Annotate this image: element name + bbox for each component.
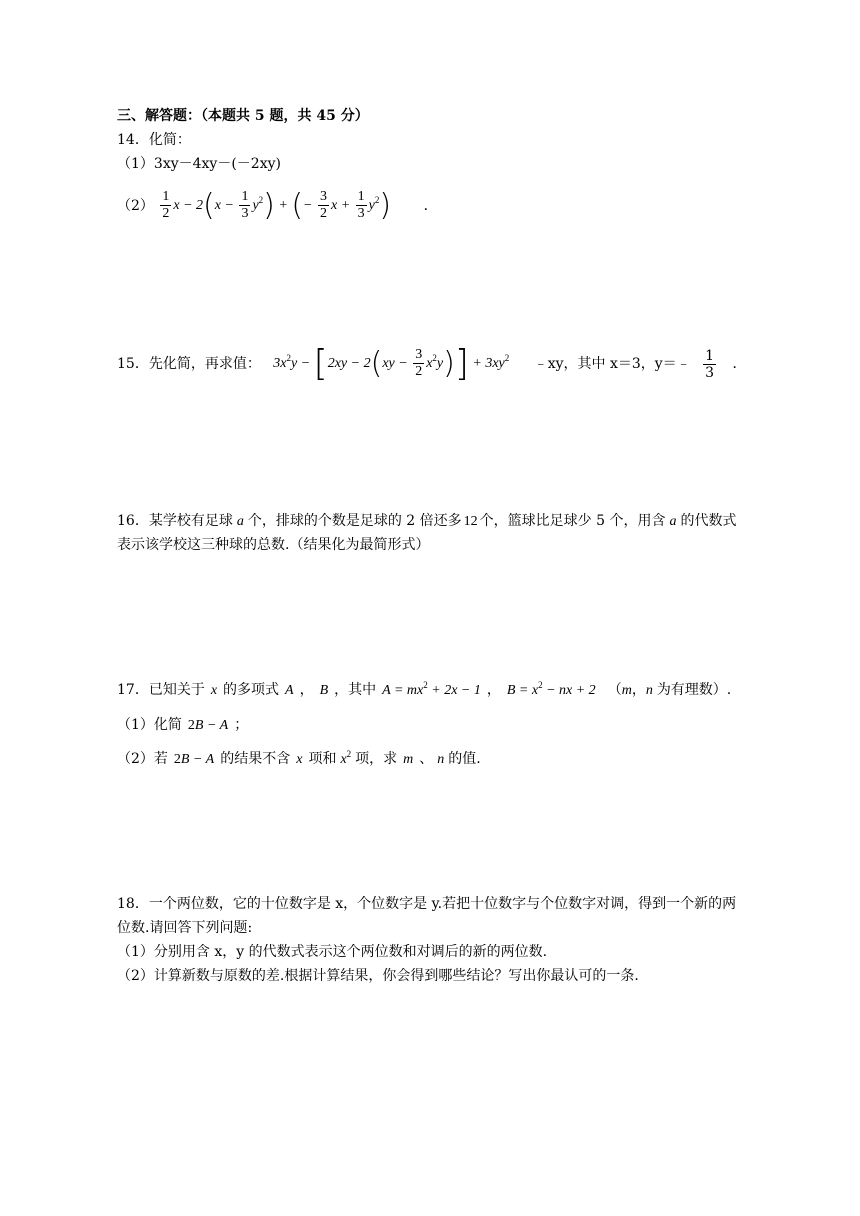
q14-stem: 14．化简： <box>117 132 191 148</box>
q17-p2-text-c: 项和 <box>308 751 337 767</box>
q15-formula: $3x^2y - [2xy - 2(xy$ − $\frac{3}{2}$ $x^2y)] + 3xy^2$ <box>273 342 510 384</box>
section-title: 三、解答题：（本题共 5 题，共 45 分） <box>117 108 369 124</box>
var-x-squared: $x^2$ <box>340 749 352 767</box>
q15-tail: ﹣xy，其中 x＝3，y＝﹣ <box>533 356 691 372</box>
expr-2B-A: 2B − A <box>187 718 229 733</box>
q17-p2-text-b: 的结果不含 <box>220 751 291 767</box>
q16-text-c: 个，篮球比足球少 5 个，用含 <box>479 513 666 529</box>
var-B: B <box>319 683 329 698</box>
q15-stem: 15．先化简，再求值： <box>117 356 261 372</box>
q18-line1: 18．一个两位数，它的十位数字是 x，个位数字是 y.若把十位数字与个位数字对调，得到一个新的两 <box>117 896 737 912</box>
q14-part2 <box>117 184 438 228</box>
q16-text-b: 个，排球的个数是足球的 2 倍还多 <box>247 513 462 529</box>
formula-B: $B = x^2$ − nx + 2 <box>506 680 596 698</box>
formula-A: $A = mx^2 + 2x - 1$ <box>382 680 481 698</box>
q17-p1-text-a: （1）化简 <box>117 717 182 733</box>
var-m: m <box>403 752 414 767</box>
q14-part2-end: ． <box>423 198 438 214</box>
q16-text-d: 的代数式 <box>680 513 737 529</box>
var-a: a <box>236 514 244 529</box>
q18-part2: （2）计算新数与原数的差.根据计算结果，你会得到哪些结论？写出你最认可的一条. <box>117 968 639 984</box>
q14-part1: （1）3xy－4xy－(－2xy) <box>117 156 281 172</box>
q17-text-c: ，其中 <box>334 682 377 698</box>
q17-stem: 17．已知关于 x 的多项式 A ， B ，其中 $A = mx^2 + 2x - 1$ ， $B = x^2$ − nx + 2 （m，n 为有理数）. <box>117 680 732 698</box>
q15 <box>117 340 747 388</box>
var-n: n <box>437 752 445 767</box>
q17-part2: （2）若 2B − A 的结果不含 x 项和 $x^2$ 项，求 m 、 n 的值. <box>117 749 481 767</box>
q17-part1 <box>117 715 248 736</box>
var-m: m <box>621 683 632 698</box>
q14-part2-label: （2） <box>117 198 154 214</box>
q14-part2-formula: $\frac{1}{2}$ x − 2(x − $\frac{1}{3}$ $y^2$) + (− $\frac{3}{2}$ x + $\frac{1}{3}$ $y^2$) <box>162 187 392 223</box>
q17-text-a: 17．已知关于 <box>117 682 205 698</box>
var-A: A <box>285 683 294 698</box>
var-x: x <box>296 752 303 767</box>
q17-p2-text-a: （2）若 <box>117 751 168 767</box>
q17-text-d: 为有理数）. <box>656 682 732 698</box>
number-12: 12 <box>463 514 478 529</box>
q16-line2: 表示该学校这三种球的总数.（结果化为最简形式） <box>117 537 430 553</box>
q15-end: ． <box>732 356 747 372</box>
expr-2B-A: 2B − A <box>173 752 215 767</box>
q17-p2-text-d: 项，求 <box>355 751 398 767</box>
q15-y-value: $\frac{1}{3}$ <box>705 347 715 381</box>
var-n: n <box>645 683 653 698</box>
q16-text-a: 16．某学校有足球 <box>117 513 233 529</box>
q17-text-b: 的多项式 <box>223 682 280 698</box>
q18-line2: 位数.请回答下列问题: <box>117 920 253 936</box>
q17-p2-text-e: 的值. <box>448 751 481 767</box>
var-x: x <box>210 683 218 698</box>
var-a: a <box>669 514 677 529</box>
q18-part1: （1）分别用含 x，y 的代数式表示这个两位数和对调后的新的两位数. <box>117 944 548 960</box>
q16-line1 <box>117 511 736 532</box>
q17-p1-text-b: ； <box>234 717 249 733</box>
